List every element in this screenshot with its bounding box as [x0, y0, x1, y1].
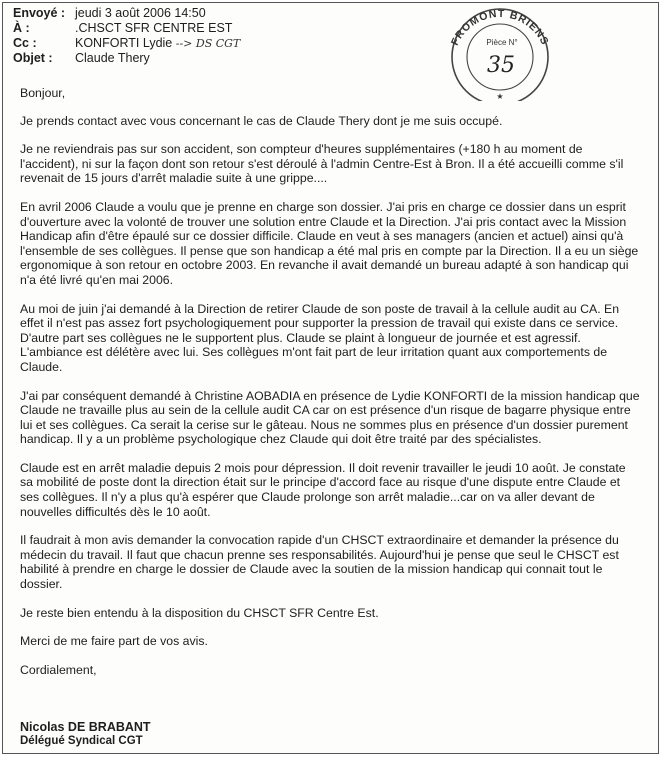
objet-label: Objet :: [13, 51, 53, 65]
header-cc: [13, 36, 240, 51]
stamp-piece-label: Pièce N°: [486, 38, 518, 47]
scanned-letter: [2, 2, 659, 754]
paragraph-2: Je ne reviendrais pas sur son accident, son compteur d'heures supplémentaires (+180 h au moment de l'accident), ni sur la façon dont son retour s'est déroulé à l'admin Centre-Est à Bron. Il a été accueilli comme s'il revenait de 15 jours d'arrêt maladie suite à une grippe....: [20, 142, 624, 186]
cc-label: Cc :: [13, 36, 37, 50]
stamp-star-icon: ★: [496, 92, 504, 101]
paragraph-7: Il faudrait à mon avis demander la convocation rapide d'un CHSCT extraordinaire et demander la présence du médecin du travail. Il faut que chacun prenne ses responsabilités. Aujourd'hui je pense que seul le CHSCT est habilité à prendre en charge le dossier de Claude avec la soutien de la mission handicap qui connait tout le dossier.: [20, 533, 619, 592]
greeting: Bonjour,: [20, 86, 66, 100]
header-a: [13, 21, 232, 36]
paragraph-9: Merci de me faire part de vos avis.: [20, 634, 208, 649]
paragraph-6: Claude est en arrêt maladie depuis 2 mois pour dépression. Il doit revenir travailler le jeudi 10 août. Je constate sa mobilité de poste dont la direction était sur le principe d'accord face au risque d'une dispute entre Claude et ses collègues. Il n'y a plus qu'à espérer que Claude prolonge son arrêt maladie...car on va aller devant de nouvelles difficultés dès le 10 août.: [20, 460, 626, 519]
envoye-value: jeudi 3 août 2006 14:50: [75, 6, 206, 20]
paragraph-1: Je prends contact avec vous concernant le cas de Claude Thery dont je me suis occupé.: [20, 113, 503, 128]
objet-value: Claude Thery: [75, 51, 150, 65]
signature-title: Délégué Syndical CGT: [20, 735, 143, 747]
paragraph-3: En avril 2006 Claude a voulu que je prenne en charge son dossier. J'ai pris en charge ce dossier dans un esprit d'ouverture avec la volonté de trouver une solution entre Claude et la Direction. J'ai pris contact avec la Mission Handicap afin d'être épaulé sur ce dossier difficile. Claude en veut à ses managers (ancien et actuel) ainsi qu'à l'ensemble de ses collègues. Il pense que son handicap a été mal pris en compte par la Direction. Il a eu un siège ergonomique à son retour en octobre 2003. En revanche il avait demandé un bureau adapté à son handicap qui n'a été livré qu'en mai 2006.: [20, 199, 639, 287]
paragraph-4: Au moi de juin j'ai demandé à la Direction de retirer Claude de son poste de travail à la cellule audit au CA. En effet il n'est pas assez fort psychologiquement pour supporter la pression de travail qui existe dans ce service. D'autre part ses collègues ne le supportent plus. Claude se plaint à longueur de journée et est agressif. L'ambiance est délétère avec lui. Ses collègues m'ont fait part de leur irritation quant aux comportements de Claude.: [20, 301, 620, 374]
a-label: À :: [13, 21, 30, 35]
a-value: .CHSCT SFR CENTRE EST: [75, 21, 233, 35]
paragraph-8: Je reste bien entendu à la disposition du CHSCT SFR Centre Est.: [20, 605, 379, 620]
paragraph-5: J'ai par conséquent demandé à Christine AOBADIA en présence de Lydie KONFORTI de la mission handicap que Claude ne travaille plus au sein de la cellule audit CA car on est présence d'un risque de bagarre physique entre lui et ses collègues. Ca serait la cerise sur le gâteau. Nous ne sommes plus en présence d'un dossier purement handicap. Il y a un problème psychologique chez Claude qui doit être traité par des spécialistes.: [20, 388, 640, 447]
header-objet: [13, 51, 150, 66]
letter-body: [20, 86, 640, 677]
header-envoye: [13, 6, 206, 21]
cc-value: KONFORTI Lydie: [75, 36, 173, 50]
stamp-ring-text: FROMONT BRIENS: [448, 7, 552, 48]
stamp-piece-number: 35: [487, 53, 515, 78]
closing: Cordialement,: [20, 662, 97, 677]
envoye-label: Envoyé :: [13, 6, 66, 20]
signature-name: Nicolas DE BRABANT: [20, 720, 151, 734]
cc-handwritten-note: --> DS CGT: [175, 37, 241, 50]
